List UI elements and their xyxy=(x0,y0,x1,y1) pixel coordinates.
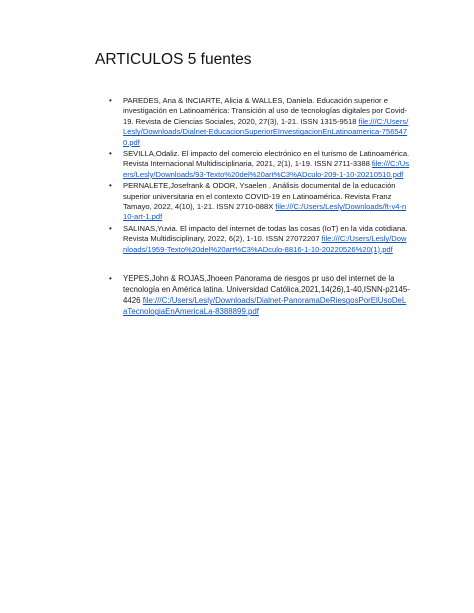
reference-item xyxy=(95,273,410,317)
bullet-icon: • xyxy=(109,96,112,105)
reference-link[interactable]: file:///C:/Users/Lesly/Downloads/Dialnet-EducacionSuperiorEInvestigacionEnLatinoamerica-7565470.pdf xyxy=(123,116,409,147)
reference-link[interactable]: file:///C:/Users/Lesly/Downloads/1959-Texto%20del%20art%C3%ADculo-8816-1-10-20220526%20(1).pdf xyxy=(123,234,407,254)
reference-link[interactable]: file:///C:/Users/Lesly/Downloads/93-Texto%20del%20art%C3%ADculo-209-1-10-20210510.pdf xyxy=(123,159,410,179)
reference-list xyxy=(95,96,410,318)
reference-text: PAREDES, Ana & INCIARTE, Alicia & WALLES, Daniela. Educación superior e investigación en Latinoamérica: Transición al uso de tecnologías digitales por Covid-19. Revista de Ciencias Sociales, 2020, 27(3), 1-21. ISSN 1315-9518 xyxy=(123,96,408,126)
reference-item xyxy=(95,96,410,148)
bullet-icon: • xyxy=(109,274,112,284)
reference-item xyxy=(95,149,410,180)
reference-item xyxy=(95,181,410,223)
reference-item xyxy=(95,224,410,255)
bullet-icon: • xyxy=(109,149,112,159)
page-title: ARTICULOS 5 fuentes xyxy=(95,51,252,68)
bullet-icon: • xyxy=(109,223,112,233)
reference-text: SEVILLA,Odaliz. El impacto del comercio electrónico en el turismo de Latinoamérica. Revista Internacional Multidisciplinaria, 2021, 2(1), 1-19. ISSN 2711-3388 xyxy=(123,149,410,169)
reference-text: PERNALETE,Josefrank & ODOR, Ysaelen . Análisis documental de la educación superior universitaria en el contexto COVID-19 en Latinoamérica. Revista Franz Tamayo, 2022, 4(10), 1-21. ISSN 2710-088X xyxy=(123,181,396,212)
reference-text: SALINAS,Yuvia. El impacto del internet de todas las cosas (IoT) en la vida cotidiana. Revista Multidisciplinary, 2022, 6(2), 1-10. ISSN 27072207 xyxy=(123,223,408,244)
bullet-icon: • xyxy=(109,181,112,191)
reference-link[interactable]: file:///C:/Users/Lesly/Downloads/ft-v4-n10-art-1.pdf xyxy=(123,202,407,222)
reference-text: YEPES,John & ROJAS,Jhoeen Panorama de riesgos pr uso del internet de la tecnología en América latina. Universidad Católica,2021,14(26),1-40,ISNN-p2145-4426 xyxy=(123,274,410,306)
reference-link[interactable]: file:///C:/Users/Lesly/Downloads/Dialnet-PanoramaDeRiesgosPorElUsoDeLaTecnologiaEnAmericaLa-8388899.pdf xyxy=(123,296,407,317)
